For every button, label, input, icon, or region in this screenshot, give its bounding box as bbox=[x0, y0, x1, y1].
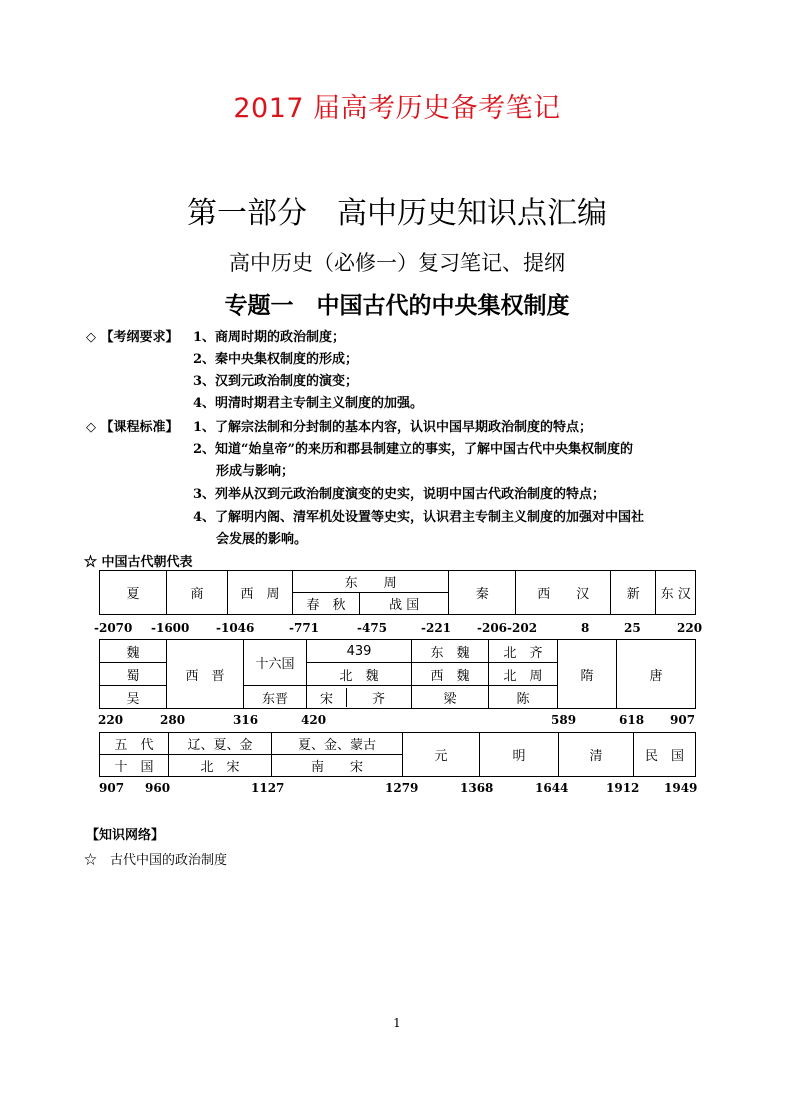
year-label: 25 bbox=[624, 621, 641, 635]
year-label: 220 bbox=[98, 713, 124, 727]
network-label: 【知识网络】 bbox=[86, 828, 165, 843]
standards-item: 3、列举从汉到元政治制度演变的史实，说明中国古代政治制度的特点； bbox=[193, 487, 606, 502]
cell-shiguo: 十 国 bbox=[100, 755, 169, 777]
cell-beiqi: 北 齐 bbox=[489, 640, 558, 663]
year-label: 1644 bbox=[535, 781, 569, 795]
cell-qi: 齐 bbox=[371, 691, 385, 707]
outline-item: 4、明清时期君主专制主义制度的加强。 bbox=[193, 396, 424, 411]
cell-wu: 吴 bbox=[100, 686, 167, 709]
dynasty-table-1 bbox=[99, 570, 696, 615]
cell-zhanguo: 战 国 bbox=[360, 593, 449, 615]
page-title: 2017 届高考历史备考笔记 bbox=[233, 93, 561, 124]
cell-xiwei: 西 魏 bbox=[412, 663, 489, 686]
cell-tang: 唐 bbox=[617, 640, 696, 709]
cell-qing: 清 bbox=[559, 733, 634, 777]
cell-song-qi bbox=[307, 686, 412, 709]
year-label: 907 bbox=[670, 713, 696, 727]
year-label: -221 bbox=[421, 621, 452, 635]
year-label: 589 bbox=[551, 713, 577, 727]
cell-ming: 明 bbox=[480, 733, 559, 777]
year-label: 220 bbox=[677, 621, 703, 635]
topic-heading: 专题一 中国古代的中央集权制度 bbox=[224, 293, 570, 319]
page-number: 1 bbox=[393, 1016, 401, 1030]
outline-item: 3、汉到元政治制度的演变； bbox=[193, 374, 359, 389]
year-label: 618 bbox=[619, 713, 645, 727]
standards-item: 会发展的影响。 bbox=[216, 532, 308, 547]
year-label: 316 bbox=[233, 713, 259, 727]
cell-xijin: 西 晋 bbox=[167, 640, 244, 709]
year-label: -1046 bbox=[216, 621, 255, 635]
standards-item: 2、知道“始皇帝”的来历和郡县制建立的事实，了解中国古代中央集权制度的 bbox=[193, 442, 634, 457]
cell-shiliuguo: 十六国 bbox=[244, 640, 307, 686]
year-label: 960 bbox=[145, 781, 171, 795]
standards-item: 1、了解宗法制和分封制的基本内容，认识中国早期政治制度的特点； bbox=[193, 420, 593, 435]
year-label: 1949 bbox=[664, 781, 698, 795]
cell-xizhou: 西 周 bbox=[228, 571, 293, 615]
year-label: 1279 bbox=[385, 781, 419, 795]
cell-beisong: 北 宋 bbox=[169, 755, 272, 777]
outline-item: 2、秦中央集权制度的形成； bbox=[193, 352, 359, 367]
year-label: 280 bbox=[160, 713, 186, 727]
cell-wei: 魏 bbox=[100, 640, 167, 663]
cell-nansong: 南 宋 bbox=[272, 755, 403, 777]
cell-chunqiu: 春 秋 bbox=[293, 593, 360, 615]
dynasty-table-title: ☆ 中国古代朝代表 bbox=[84, 555, 193, 570]
dynasty-table-2 bbox=[99, 639, 696, 709]
cell-donghan: 东 汉 bbox=[656, 571, 696, 615]
cell-wudai: 五 代 bbox=[100, 733, 169, 755]
year-label: 420 bbox=[301, 713, 327, 727]
part-heading: 第一部分 高中历史知识点汇编 bbox=[187, 196, 607, 231]
cell-xia: 夏 bbox=[100, 571, 167, 615]
year-label: -2070 bbox=[94, 621, 133, 635]
cell-chen: 陈 bbox=[489, 686, 558, 709]
network-item: ☆ 古代中国的政治制度 bbox=[84, 853, 228, 868]
cell-dongzhou: 东 周 bbox=[293, 571, 449, 593]
cell-qin: 秦 bbox=[449, 571, 516, 615]
cell-xiajinmenggu: 夏、金、蒙古 bbox=[272, 733, 403, 755]
year-label: -475 bbox=[357, 621, 388, 635]
cell-beizhou: 北 周 bbox=[489, 663, 558, 686]
cell-yuan: 元 bbox=[403, 733, 480, 777]
year-label: 8 bbox=[581, 621, 590, 635]
standards-item: 形成与影响； bbox=[216, 464, 295, 479]
cell-shu: 蜀 bbox=[100, 663, 167, 686]
cell-dongjin: 东晋 bbox=[244, 686, 307, 709]
subheading: 高中历史（必修一）复习笔记、提纲 bbox=[229, 251, 565, 275]
cell-dongwei: 东 魏 bbox=[412, 640, 489, 663]
cell-xin: 新 bbox=[611, 571, 656, 615]
cell-year-439: 439 bbox=[307, 640, 412, 663]
cell-minguo: 民 国 bbox=[634, 733, 696, 777]
standards-item: 4、了解明内阁、清军机处设置等史实，认识君主专制主义制度的加强对中国社 bbox=[193, 510, 645, 525]
year-label: 1912 bbox=[606, 781, 640, 795]
cell-xihan: 西 汉 bbox=[516, 571, 611, 615]
outline-label: ◇ 【考纲要求】 bbox=[86, 330, 179, 345]
cell-shang: 商 bbox=[167, 571, 228, 615]
year-label: 907 bbox=[99, 781, 125, 795]
year-label: -206-202 bbox=[477, 621, 538, 635]
cell-liang: 梁 bbox=[412, 686, 489, 709]
dynasty-table-3 bbox=[99, 732, 696, 777]
year-label: -1600 bbox=[151, 621, 190, 635]
cell-beiwei: 北 魏 bbox=[307, 663, 412, 686]
cell-song: 宋 bbox=[308, 688, 347, 707]
year-label: 1127 bbox=[251, 781, 285, 795]
year-label: -771 bbox=[289, 621, 320, 635]
cell-liaoxiajin: 辽、夏、金 bbox=[169, 733, 272, 755]
year-label: 1368 bbox=[460, 781, 494, 795]
cell-sui: 隋 bbox=[558, 640, 617, 709]
outline-item: 1、商周时期的政治制度； bbox=[193, 330, 346, 345]
standards-label: ◇ 【课程标准】 bbox=[86, 420, 179, 435]
